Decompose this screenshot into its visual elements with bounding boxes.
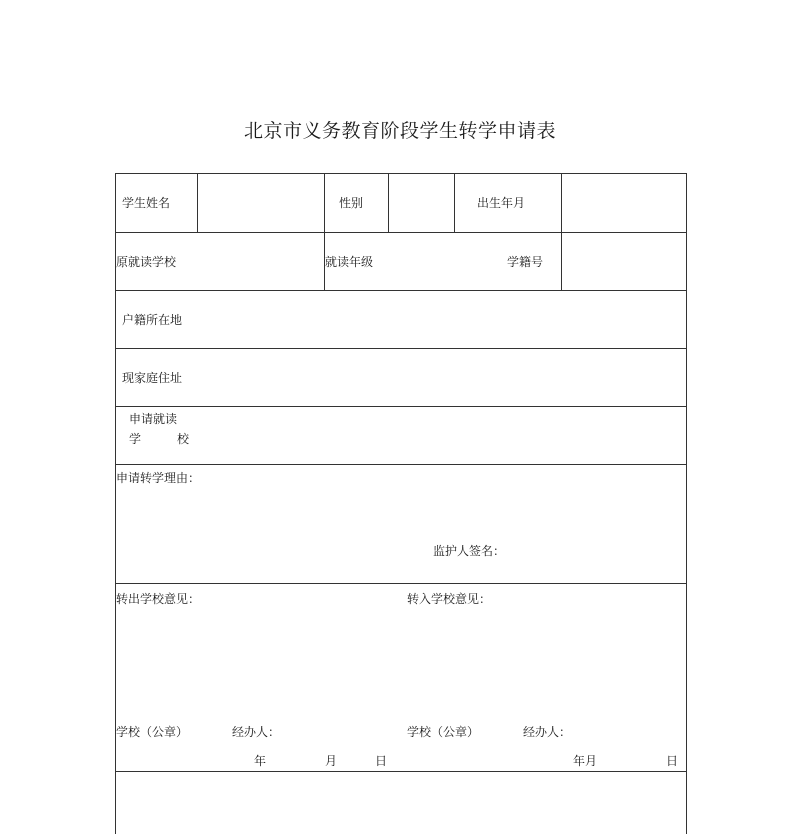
student-name-field[interactable]	[198, 175, 323, 231]
out-school-handler-label: 经办人：	[232, 725, 281, 739]
out-school-opinion-field[interactable]	[116, 608, 396, 718]
home-address-field[interactable]	[196, 349, 685, 405]
out-date-month-label: 月	[325, 754, 338, 768]
in-date-year-month-label: 年月	[573, 754, 598, 768]
transfer-reason-field[interactable]	[116, 487, 685, 537]
apply-school-label-char1: 学	[129, 432, 142, 446]
household-registration-field[interactable]	[196, 291, 685, 347]
student-id-field[interactable]	[562, 233, 685, 289]
out-school-seal-label: 学校（公章）	[116, 725, 189, 739]
row-divider	[116, 464, 686, 465]
home-address-label: 现家庭住址	[122, 371, 183, 385]
birth-month-field[interactable]	[562, 175, 685, 231]
birth-month-label: 出生年月	[477, 196, 526, 210]
in-school-opinion-label: 转入学校意见：	[407, 592, 492, 606]
remarks-field[interactable]	[116, 772, 685, 832]
row-divider	[116, 583, 686, 584]
cell-divider	[454, 174, 455, 232]
household-registration-label: 户籍所在地	[122, 313, 183, 327]
in-date-day-label: 日	[666, 754, 679, 768]
in-school-handler-label: 经办人：	[523, 725, 572, 739]
original-school-field[interactable]	[186, 233, 323, 289]
out-date-year-label: 年	[254, 754, 267, 768]
apply-school-label-char2: 校	[177, 432, 190, 446]
transfer-reason-label: 申请转学理由：	[116, 471, 201, 485]
transfer-application-form	[115, 173, 687, 834]
student-id-label: 学籍号	[507, 255, 544, 269]
guardian-signature-field[interactable]	[506, 539, 676, 561]
in-school-seal-label: 学校（公章）	[407, 725, 480, 739]
guardian-signature-label: 监护人签名：	[433, 544, 506, 558]
grade-field[interactable]	[381, 233, 501, 289]
gender-field[interactable]	[389, 175, 453, 231]
apply-school-label-line1: 申请就读	[129, 412, 178, 426]
gender-label: 性别	[339, 196, 364, 210]
cell-divider	[324, 174, 325, 290]
grade-label: 就读年级	[325, 255, 374, 269]
form-title: 北京市义务教育阶段学生转学申请表	[243, 120, 556, 142]
in-school-opinion-field[interactable]	[407, 608, 685, 718]
apply-school-field[interactable]	[196, 407, 685, 463]
original-school-label: 原就读学校	[116, 255, 177, 269]
out-school-opinion-label: 转出学校意见：	[116, 592, 201, 606]
out-date-day-label: 日	[375, 754, 388, 768]
student-name-label: 学生姓名	[122, 196, 171, 210]
